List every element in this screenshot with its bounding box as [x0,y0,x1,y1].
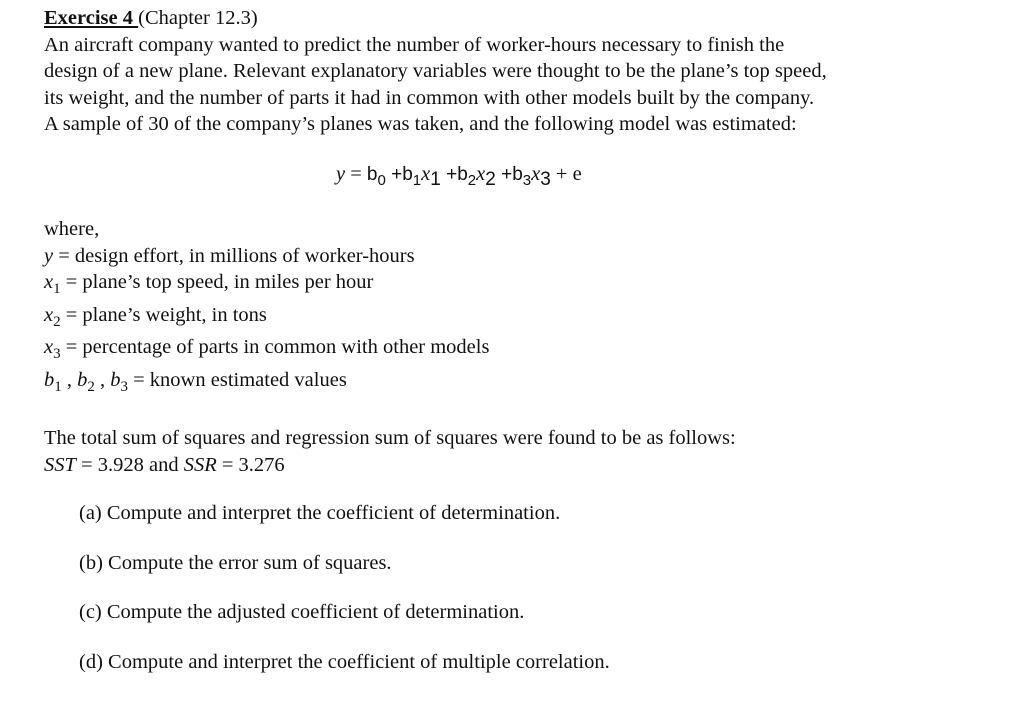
chapter-reference: (Chapter 12.3) [138,7,258,29]
var-x2-subscript: 2 [485,169,496,190]
var-x3: x [531,163,541,185]
exercise-title [44,5,1004,32]
definition-x2 [44,302,944,335]
plus-sign: + [495,164,513,185]
def-var-b2: b [77,369,88,392]
sums-values [44,452,944,479]
plus-sign: + [440,164,458,185]
plus-sign: + [385,164,403,185]
def-var-x3-subscript: 3 [53,346,61,363]
def-var-x1: x [44,271,54,293]
var-x3-subscript: 3 [540,169,551,190]
definition-y [44,243,944,270]
exercise-header-block [44,5,1004,138]
question-item: (a) Compute and interpret the coefficient of determination. [79,502,561,524]
def-var-b3-subscript: 3 [120,379,128,396]
where-label: where, [44,218,100,240]
coef-b3-subscript: 3 [522,172,532,189]
var-x2: x [476,163,486,185]
def-desc-y: = design effort, in millions of worker-hours [53,244,415,267]
question-list [79,500,979,698]
def-var-b3: b [110,369,121,392]
ssr-label: SSR [183,453,217,476]
separator: , [61,369,78,392]
coef-b2-subscript: 2 [467,172,477,189]
equation-equals: = [345,163,367,185]
sum-of-squares-block [44,425,944,478]
variable-definitions [44,216,944,400]
sst-label: SST [44,453,76,476]
exercise-label: Exercise 4 [44,7,139,29]
def-var-b1-subscript: 1 [54,379,62,396]
var-x1: x [421,163,431,185]
coef-b0: b [366,164,378,185]
def-var-b1: b [44,369,55,392]
sums-intro: The total sum of squares and regression sum of squares were found to be as follows: [44,427,736,449]
def-var-x2-subscript: 2 [53,313,61,330]
intro-line: design of a new plane. Relevant explanatory variables were thought to be the plane’s top speed, [44,60,827,82]
coef-b2: b [457,164,468,185]
def-desc-x2: = plane’s weight, in tons [60,303,267,326]
intro-line: An aircraft company wanted to predict the number of worker-hours necessary to finish the [44,33,785,56]
coef-b1: b [402,164,413,185]
question-item: (b) Compute the error sum of squares. [79,551,392,574]
def-desc-x1: = plane’s top speed, in miles per hour [60,271,374,293]
coef-b1-subscript: 1 [412,172,422,189]
separator: , [94,369,111,392]
coef-b0-subscript: 0 [377,172,386,189]
def-var-y: y [44,244,54,267]
error-term: + e [550,163,582,185]
question-item: (c) Compute the adjusted coefficient of determination. [79,601,525,623]
question-item: (d) Compute and interpret the coefficient of multiple correlation. [79,650,610,673]
regression-equation [336,161,582,189]
definition-x1 [44,269,944,302]
def-var-x2: x [44,303,54,326]
def-var-x3: x [44,336,54,359]
ssr-value: = 3.276 [216,453,285,476]
def-var-x1-subscript: 1 [53,281,61,297]
definition-b-coefficients [44,367,944,400]
equation-lhs: y [336,163,346,185]
def-desc-b: = known estimated values [128,369,347,392]
definition-x3 [44,334,944,367]
intro-line: A sample of 30 of the company’s planes was taken, and the following model was estimated: [44,113,797,135]
def-desc-x3: = percentage of parts in common with other models [60,336,490,359]
def-var-b2-subscript: 2 [87,379,95,396]
coef-b3: b [512,164,523,185]
sst-value: = 3.928 and [75,453,184,476]
intro-line: its weight, and the number of parts it had in common with other models built by the company. [44,86,815,109]
var-x1-subscript: 1 [430,169,441,190]
